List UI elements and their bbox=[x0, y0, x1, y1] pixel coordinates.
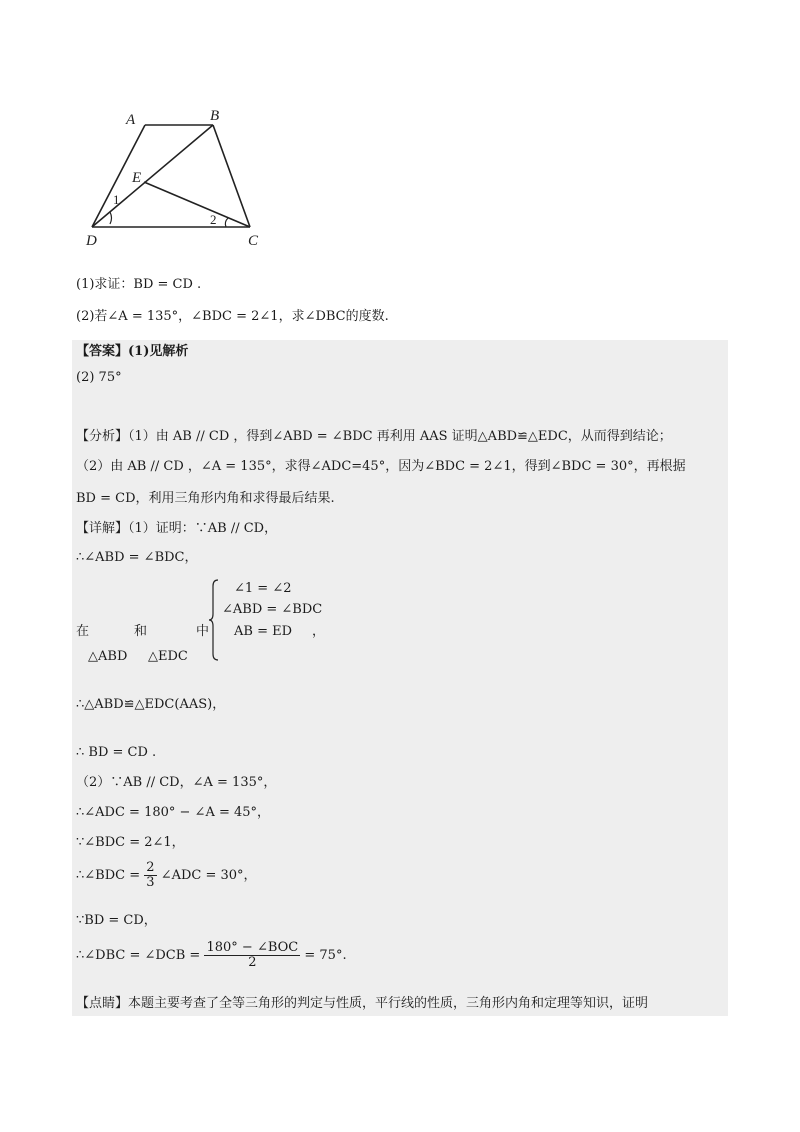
detail-bd-equals-cd: ∴ BD = CD . bbox=[76, 745, 157, 760]
triangle-abd: △ABD bbox=[88, 649, 128, 664]
question-part-2: (2)若∠A = 135°，∠BDC = 2∠1，求∠DBC的度数. bbox=[76, 309, 389, 324]
part2-line-4 bbox=[76, 860, 257, 892]
segment-db bbox=[92, 125, 213, 227]
system-comma: ， bbox=[312, 624, 326, 639]
label-b: B bbox=[210, 108, 220, 124]
part2-line-3: ∵∠BDC = 2∠1， bbox=[76, 835, 185, 850]
system-eq-2: ∠ABD = ∠BDC bbox=[222, 602, 323, 617]
fraction-denominator: 3 bbox=[146, 875, 155, 890]
fraction-angle-numerator: 180° − ∠BOC bbox=[206, 940, 299, 955]
analysis-line-2: （2）由 AB // CD ，∠A = 135°，求得∠ADC=45°，因为∠BDC = 2∠1，得到∠BDC = 30°，再根据 bbox=[76, 459, 686, 474]
label-a: A bbox=[126, 112, 136, 128]
question-part-1: (1)求证：BD = CD . bbox=[76, 277, 202, 292]
answer-line-1: 【答案】(1)见解析 bbox=[76, 344, 189, 359]
part2-line-6-pre: ∴∠DBC = ∠DCB = bbox=[76, 948, 201, 963]
triangle-edc: △EDC bbox=[148, 649, 188, 664]
answer-line-2: (2) 75° bbox=[76, 370, 122, 385]
label-e: E bbox=[132, 170, 142, 186]
segment-ec bbox=[144, 182, 250, 227]
system-word-in: 在 bbox=[76, 624, 90, 639]
fraction-angle-denominator: 2 bbox=[248, 955, 257, 970]
system-brace bbox=[208, 578, 220, 662]
analysis-line-3: BD = CD，利用三角形内角和求得最后结果. bbox=[76, 491, 335, 506]
segment-bc bbox=[213, 125, 250, 227]
angle-2-arc bbox=[225, 218, 228, 227]
detail-line-2: ∴∠ABD = ∠BDC， bbox=[76, 550, 198, 565]
fraction-angle bbox=[204, 941, 300, 970]
fraction-two-thirds bbox=[144, 861, 156, 890]
system-eq-3: AB = ED bbox=[234, 624, 293, 639]
part2-line-1: （2）∵AB // CD，∠A = 135°， bbox=[76, 775, 277, 790]
geometry-figure bbox=[80, 100, 280, 250]
fraction-numerator: 2 bbox=[146, 860, 155, 875]
label-angle-2: 2 bbox=[210, 212, 217, 227]
detail-congruence: ∴△ABD≌△EDC(AAS)， bbox=[76, 697, 226, 712]
part2-line-6 bbox=[76, 940, 347, 972]
analysis-line-1: 【分析】（1）由 AB // CD ，得到∠ABD = ∠BDC 再利用 AAS 证明△ABD≌△EDC，从而得到结论； bbox=[76, 429, 672, 444]
part2-line-6-post: = 75°. bbox=[304, 948, 347, 963]
part2-line-5: ∵BD = CD， bbox=[76, 913, 157, 928]
comment-line-1: 【点睛】本题主要考查了全等三角形的判定与性质，平行线的性质，三角形内角和定理等知识，证明 bbox=[76, 996, 649, 1011]
part2-line-2: ∴∠ADC = 180° − ∠A = 45°， bbox=[76, 805, 271, 820]
label-c: C bbox=[248, 233, 259, 249]
label-angle-1: 1 bbox=[113, 192, 120, 207]
part2-line-4-pre: ∴∠BDC = bbox=[76, 868, 141, 883]
part2-line-4-post: ∠ADC = 30°， bbox=[160, 868, 257, 883]
system-word-zhong: 中 bbox=[196, 624, 210, 639]
angle-1-arc bbox=[110, 212, 112, 224]
label-d: D bbox=[86, 233, 97, 249]
detail-line-1: 【详解】（1）证明：∵AB // CD， bbox=[76, 521, 278, 536]
system-eq-1: ∠1 = ∠2 bbox=[234, 581, 292, 596]
system-word-and: 和 bbox=[134, 624, 148, 639]
